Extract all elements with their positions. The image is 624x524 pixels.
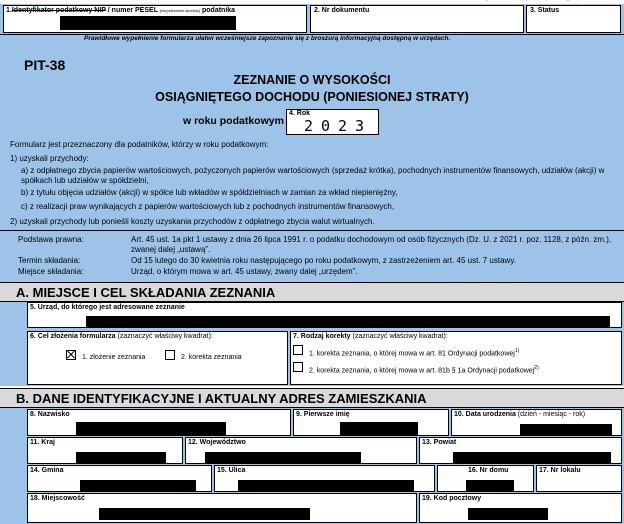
correction-art81-label: 1. korekta zeznania, o której mowa w art. 81 Ordynacji podatkowej$^{1)}$ [309, 348, 520, 358]
deadline-value: Od 15 lutego do 30 kwietnia roku następującego po roku podatkowym, z zastrzeżeniem art. 45 ust. 7 ustawy. [131, 256, 516, 265]
redaction-county [453, 452, 611, 463]
field-13-label: 13. Powiat [422, 439, 457, 446]
redaction-first-name [340, 422, 418, 435]
field-11-label: 11. Kraj [30, 439, 55, 446]
legal-divider [0, 230, 624, 231]
checkbox-correction[interactable] [165, 350, 175, 360]
year-digit-2: 0 [320, 117, 331, 135]
redaction-postal-code [468, 508, 548, 520]
field-16-label: 16. Nr domu [468, 467, 509, 474]
purpose-2: 2) uzyskali przychody lub ponieśli koszty uzyskania przychodów z odpłatnego zbycia walut wirtualnych. [10, 217, 375, 226]
legal-basis-value: Art. 45 ust. 1a pkt 1 ustawy z dnia 26 lipca 1991 r. o podatku dochodowym od osób fizycznych (Dz. U. z 2021 r. poz. 1128, z późn. zm.), zwanej dalej „ustawą”. [131, 235, 612, 254]
purpose-1a: a) z odpłatnego zbycia papierów wartościowych, pożyczonych papierów wartościowych (sprzedaż krótka), pochodnych instrumentów finansowych, udziałów (akcji) w spółkach lub udziałów w spółdzielni, [21, 166, 605, 185]
place-value: Urząd, o którym mowa w art. 45 ustawy, zwany dalej „urzędem”. [131, 267, 358, 276]
section-a-title: A. MIEJSCE I CEL SKŁADANIA ZEZNANIA [16, 285, 276, 300]
field-17-label: 17. Nr lokalu [539, 467, 581, 474]
checkbox-submission[interactable] [66, 350, 76, 360]
field-12-label: 12. Województwo [188, 439, 246, 446]
redaction-street [238, 480, 414, 491]
purpose-1: 1) uzyskali przychody: [10, 154, 89, 163]
field-18-label: 18. Miejscowość [30, 495, 85, 502]
checkbox-correction-art81[interactable] [293, 345, 303, 355]
form-code: PIT-38 [24, 57, 66, 73]
redaction-house-number [466, 480, 514, 491]
option-submission-label: 1. złożenie zeznania [82, 354, 146, 361]
top-note [440, 0, 582, 1]
field-10-label: 10. Data urodzenia (dzień - miesiąc - rok) [454, 411, 586, 418]
year-digit-4: 3 [354, 117, 365, 135]
option-correction-label: 2. korekta zeznania [181, 354, 242, 361]
field-19-label: 19. Kod pocztowy [422, 495, 482, 502]
checkbox-correction-art81b[interactable] [293, 362, 303, 372]
field-8-label: 8. Nazwisko [30, 411, 70, 418]
redaction-nip [60, 16, 236, 30]
field-5-label: 5. Urząd, do którego jest adresowane zeznanie [30, 304, 185, 311]
redaction-voivodeship [205, 452, 361, 463]
year-digit-3: 2 [337, 117, 348, 135]
redaction-country [76, 452, 166, 463]
field-2-label: 2. Nr dokumentu [314, 7, 370, 14]
year-digits [300, 117, 368, 136]
redaction-city [99, 508, 310, 520]
field-6-label: 6. Cel złożenia formularza (zaznaczyć właściwy kwadrat): [30, 333, 213, 340]
field-15-label: 15. Ulica [217, 467, 246, 474]
field-4-label: 4. Rok [289, 110, 311, 117]
field-3-label: 3. Status [530, 7, 560, 14]
intro-note: Prawidłowe wypełnienie formularza ułatwi wcześniejsze zapoznanie się z broszurą informacyjną dostępną w urzędach. [84, 35, 451, 42]
legal-basis-label: Podstawa prawna: [18, 235, 84, 244]
place-label: Miejsce składania: [18, 267, 84, 276]
redaction-municipality [80, 480, 196, 491]
purpose-1c: c) z realizacji praw wynikających z papierów wartościowych lub z pochodnych instrumentów finansowych, [21, 202, 395, 211]
redaction-surname [76, 422, 226, 435]
form-title-line-2: OSIĄGNIĘTEGO DOCHODU (PONIESIONEJ STRATY) [155, 90, 469, 104]
purpose-1b: b) z tytułu objęcia udziałów (akcji) w spółce lub wkładów w spółdzielniach w zamian za wkład niepieniężny, [21, 188, 398, 197]
section-b-title: B. DANE IDENTYFIKACYJNE I AKTUALNY ADRES ZAMIESZKANIA [16, 391, 427, 406]
year-digit-1: 2 [303, 117, 314, 135]
purpose-intro: Formularz jest przeznaczony dla podatników, którzy w roku podatkowym: [10, 140, 269, 149]
field-1-label: 1.Identyfikator podatkowy NIP / numer PESEL (niepotrzebne skreślić) podatnika [6, 7, 236, 14]
redaction-birth-date [520, 424, 612, 435]
redaction-office [86, 316, 610, 328]
field-7-label: 7. Rodzaj korekty (zaznaczyć właściwy kwadrat): [293, 333, 448, 340]
deadline-label: Termin składania: [18, 256, 81, 265]
tax-year-label: w roku podatkowym [183, 115, 284, 127]
field-9-label: 9. Pierwsze imię [296, 411, 350, 418]
correction-art81b-label: 2. korekta zeznania, o której mowa w art. 81b § 1a Ordynacji podatkowej$^{2)}$ [309, 365, 539, 375]
form-title-line-1: ZEZNANIE O WYSOKOŚCI [233, 73, 391, 87]
field-14-label: 14. Gmina [30, 467, 64, 474]
